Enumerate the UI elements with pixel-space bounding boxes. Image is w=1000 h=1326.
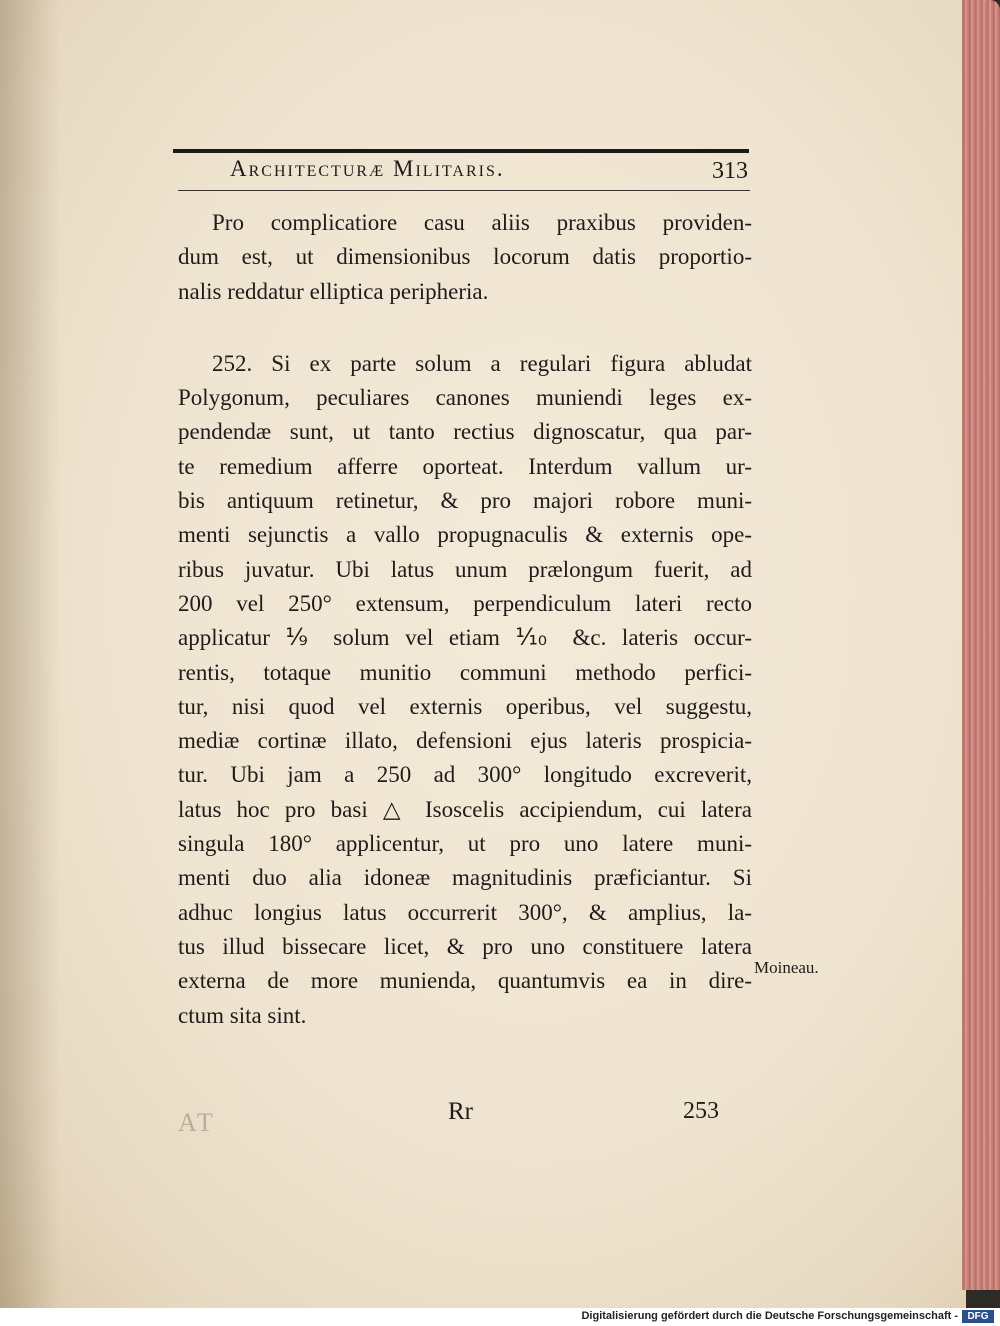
text-line: nalis reddatur elliptica peripheria. — [178, 278, 489, 304]
folio-number: 253 — [683, 1098, 719, 1124]
text-line: rentis, totaque munitio communi methodo perfici- — [178, 659, 752, 685]
text-line: bis antiquum retinetur, & pro majori robore muni- — [178, 488, 752, 514]
text-line: adhuc longius latus occurrerit 300°, & amplius, la- — [178, 899, 752, 925]
text-line: menti sejunctis a vallo propugnaculis & externis ope- — [178, 522, 752, 548]
text-line: menti duo alia idoneæ magnitudinis præficiantur. Si — [178, 865, 752, 891]
bleed-through-mark: AT — [178, 1108, 216, 1137]
page-edges — [962, 0, 1000, 1290]
text-line: singula 180° applicentur, ut pro uno latere muni- — [178, 831, 752, 857]
text-line: pendendæ sunt, ut tanto rectius dignoscatur, qua par- — [178, 419, 752, 445]
text-line: externa de more munienda, quantumvis ea in dire- — [178, 968, 752, 994]
text-line: applicatur ⅑ solum vel etiam ⅒ &c. lateris occur- — [178, 625, 752, 651]
paragraph-gap — [178, 309, 752, 347]
text-line: Polygonum, peculiares canones muniendi leges ex- — [178, 385, 752, 411]
text-line: ctum sita sint. — [178, 1002, 307, 1028]
signature-mark: Rr — [448, 1098, 473, 1125]
text-line: Pro complicatiore casu aliis praxibus providen- — [212, 210, 752, 235]
text-line: ribus juvatur. Ubi latus unum prælongum fuerit, ad — [178, 556, 752, 582]
text-line: tur. Ubi jam a 250 ad 300° longitudo excreverit, — [178, 762, 752, 788]
text-line: 200 vel 250° extensum, perpendiculum lateri recto — [178, 590, 752, 616]
page-number: 313 — [712, 158, 748, 184]
text-line: dum est, ut dimensionibus locorum datis proportio- — [178, 244, 752, 270]
header-rule-top — [173, 149, 749, 153]
text-line: tur, nisi quod vel externis operibus, vel suggestu, — [178, 693, 752, 719]
text-line: te remedium afferre oporteat. Interdum vallum ur- — [178, 453, 752, 479]
dfg-logo: DFG — [962, 1310, 994, 1323]
text-line: tus illud bissecare licet, & pro uno constituere latera — [178, 933, 752, 959]
text-line: mediæ cortinæ illato, defensioni ejus lateris prospicia- — [178, 728, 752, 754]
text-line: latus hoc pro basi △ Isoscelis accipiendum, cui latera — [178, 796, 752, 822]
body-text — [178, 206, 752, 1033]
text-line: 252. Si ex parte solum a regulari figura abludat — [212, 350, 752, 376]
digitization-credit: Digitalisierung gefördert durch die Deutsche Forschungsgemeinschaft - — [581, 1310, 958, 1322]
running-head: Architecturæ Militaris. — [230, 156, 505, 181]
margin-note: Moineau. — [754, 958, 819, 977]
header-rule-bottom — [178, 190, 750, 191]
